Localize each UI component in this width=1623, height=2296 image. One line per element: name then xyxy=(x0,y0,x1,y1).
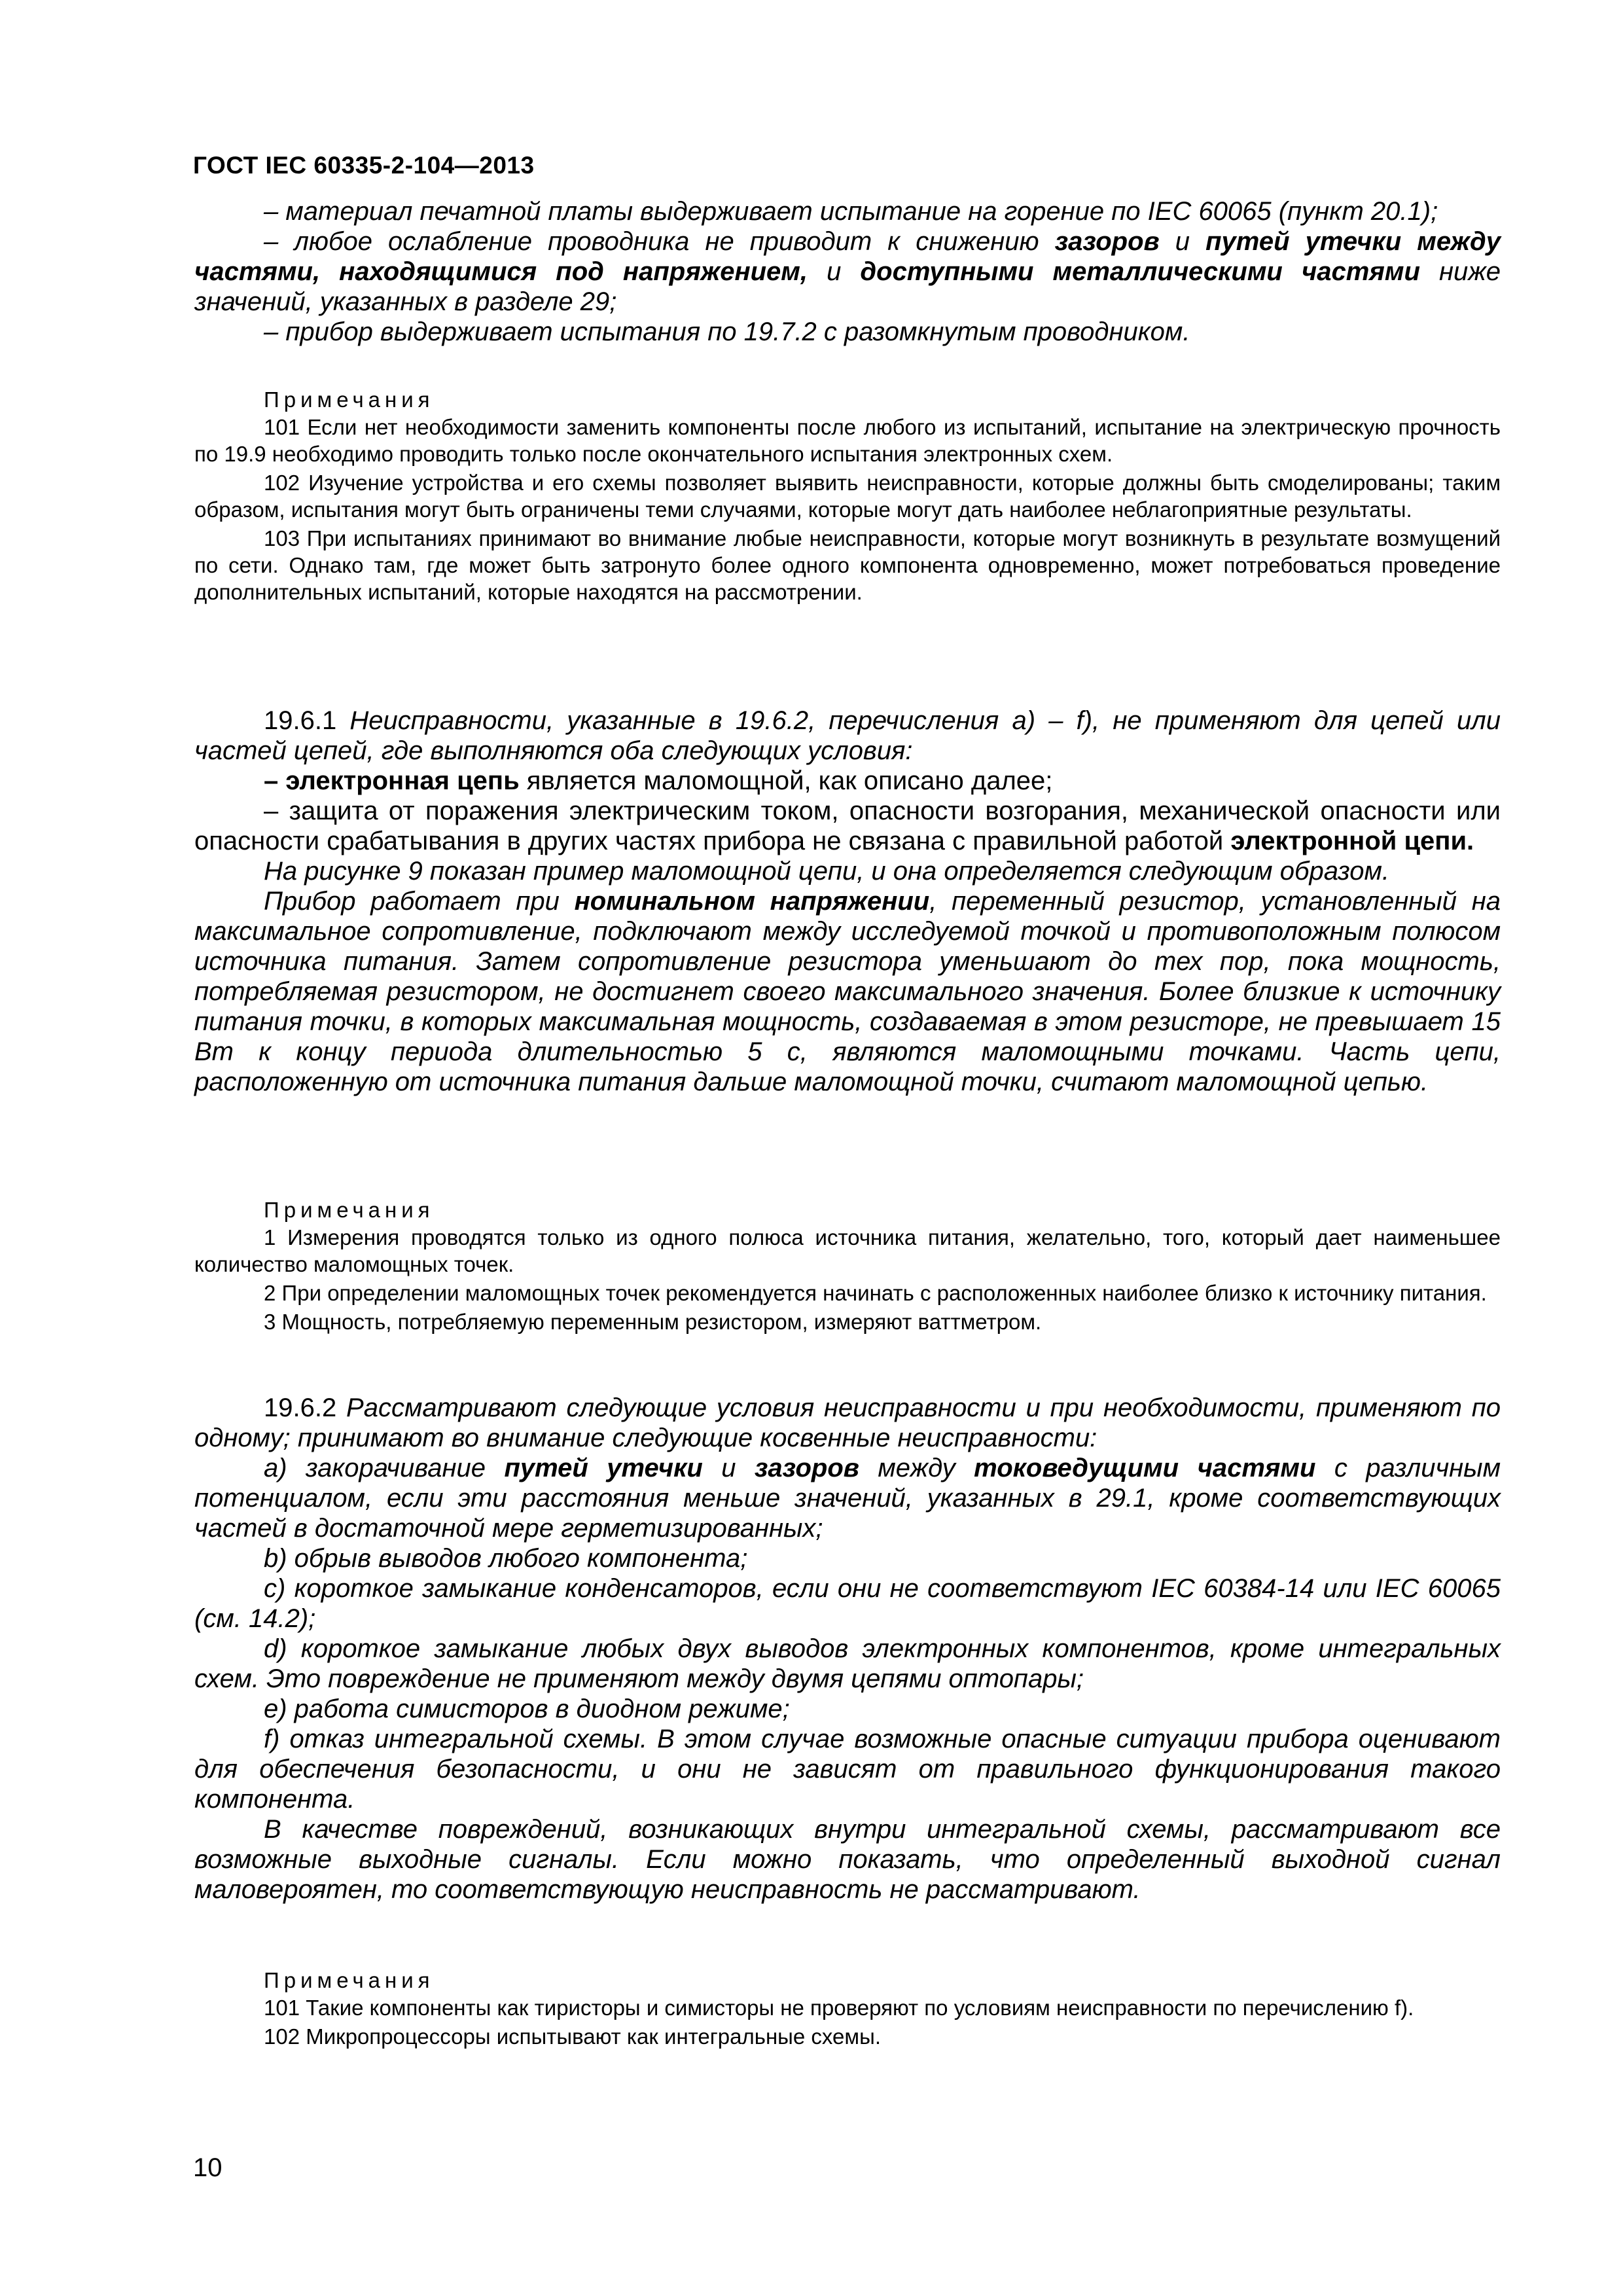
term-accessible-metal-parts: доступными металлическими частями xyxy=(860,257,1420,286)
notes-block-3 xyxy=(194,1967,1501,2050)
fault-a: a) закорачивание путей утечки и зазоров между токоведущими частями с различным потенциалом, если эти расстояния меньше значений, указанных в 29.1, кроме соответствующих частей в достаточной мере герметизированных; xyxy=(194,1454,1501,1543)
page-number: 10 xyxy=(193,2153,223,2182)
fault-e: e) работа симисторов в диодном режиме; xyxy=(264,1695,790,1723)
section-19-6-2 xyxy=(194,1393,1501,1905)
req-open-conductor-test: – прибор выдерживает испытания по 19.7.2 с разомкнутым проводником. xyxy=(264,317,1190,346)
notes-title: Примечания xyxy=(264,1198,435,1222)
note-101: 101 Такие компоненты как тиристоры и симисторы не проверяют по условиям неисправности по перечислению f). xyxy=(264,1996,1414,2020)
low-power-definition: Прибор работает при номинальном напряжении, переменный резистор, установленный на максимальное сопротивление, подключают между исследуемой точкой и противоположным полюсом источника питания. Затем сопротивление резистора уменьшают до тех пор, пока мощность, потребляемая резистором, не достигнет своего максимального значения. Более близкие к источнику питания точки, в которых максимальная мощность, создаваемая в этом резисторе, не превышает 15 Вт к концу периода длительностью 5 с, являются маломощными точками. Часть цепи, расположенную от источника питания дальше маломощной точки, считают маломощной цепью. xyxy=(194,887,1501,1096)
note-103: 103 При испытаниях принимают во внимание любые неисправности, которые могут возникнуть в результате возмущений по сети. Однако там, где может быть затронуто более одного компонента одновременно, может потребоваться проведение дополнительных испытаний, которые находятся на рассмотрении. xyxy=(194,526,1501,604)
term-clearances: зазоров xyxy=(1054,227,1160,256)
note-101: 101 Если нет необходимости заменить компоненты после любого из испытаний, испытание на электрическую прочность по 19.9 необходимо проводить только после окончательного испытания электронных схем. xyxy=(194,415,1501,466)
note-102: 102 Микропроцессоры испытывают как интегральные схемы. xyxy=(264,2024,881,2049)
figure-9-reference: На рисунке 9 показан пример маломощной цепи, и она определяется следующим образом. xyxy=(264,857,1389,886)
condition-2: – защита от поражения электрическим током, опасности возгорания, механической опасности или опасности срабатывания в других частях прибора не связана с правильной работой электронной цепи. xyxy=(194,797,1501,855)
notes-title: Примечания xyxy=(264,387,435,412)
clause-19-6-2-intro: 19.6.2 Рассматривают следующие условия неисправности и при необходимости, применяют по одному; принимают во внимание следующие косвенные неисправности: xyxy=(194,1393,1501,1452)
term-creepage-live-parts: путей утечки между частями, находящимися под напряжением, xyxy=(194,227,1501,286)
notes-block-1 xyxy=(194,386,1501,605)
requirements-list xyxy=(194,196,1501,347)
fault-c: c) короткое замыкание конденсаторов, если они не соответствуют IEC 60384-14 или IEC 60065 (см. 14.2); xyxy=(194,1574,1501,1633)
notes-title: Примечания xyxy=(264,1968,435,1992)
note-102: 102 Изучение устройства и его схемы позволяет выявить неисправности, которые должны быть смоделированы; таким образом, испытания могут быть ограничены теми случаями, которые могут дать наиболее неблагоприятные результаты. xyxy=(194,471,1501,522)
clause-number: 19.6.1 xyxy=(264,706,337,735)
condition-1: – электронная цепь является маломощной, как описано далее; xyxy=(264,766,1053,795)
ic-output-signals: В качестве повреждений, возникающих внутри интегральной схемы, рассматривают все возможные выходные сигналы. Если можно показать, что определенный выходной сигнал маловероятен, то соответствующую неисправность не рассматривают. xyxy=(194,1815,1501,1904)
term-rated-voltage: номинальном напряжении xyxy=(574,887,930,916)
note-1: 1 Измерения проводятся только из одного полюса источника питания, желательно, того, который дает наименьшее количество маломощных точек. xyxy=(194,1225,1501,1276)
clause-19-6-1-intro: 19.6.1 Неисправности, указанные в 19.6.2, перечисления a) – f), не применяют для цепей или частей цепей, где выполняются оба следующих условия: xyxy=(194,706,1501,765)
fault-f: f) отказ интегральной схемы. В этом случае возможные опасные ситуации прибора оценивают для обеспечения безопасности, и они не зависят от правильного функционирования такого компонента. xyxy=(194,1725,1501,1814)
standard-code-header: ГОСТ IEC 60335-2-104—2013 xyxy=(193,152,535,179)
fault-d: d) короткое замыкание любых двух выводов электронных компонентов, кроме интегральных схем. Это повреждение не применяют между двумя цепями оптопары; xyxy=(194,1634,1501,1693)
note-3: 3 Мощность, потребляемую переменным резистором, измеряют ваттметром. xyxy=(264,1310,1042,1334)
clause-number: 19.6.2 xyxy=(264,1393,337,1422)
section-19-6-1 xyxy=(194,706,1501,1097)
req-pcb-material: – материал печатной платы выдерживает испытание на горение по IEC 60065 (пункт 20.1); xyxy=(264,197,1438,226)
notes-block-2 xyxy=(194,1196,1501,1335)
req-conductor-loosening: – любое ослабление проводника не приводит к снижению зазоров и путей утечки между частями, находящимися под напряжением, и доступными металлическими частями ниже значений, указанных в разделе 29; xyxy=(194,227,1501,316)
fault-b: b) обрыв выводов любого компонента; xyxy=(264,1544,748,1573)
note-2: 2 При определении маломощных точек рекомендуется начинать с расположенных наиболее близко к источнику питания. xyxy=(264,1281,1487,1305)
